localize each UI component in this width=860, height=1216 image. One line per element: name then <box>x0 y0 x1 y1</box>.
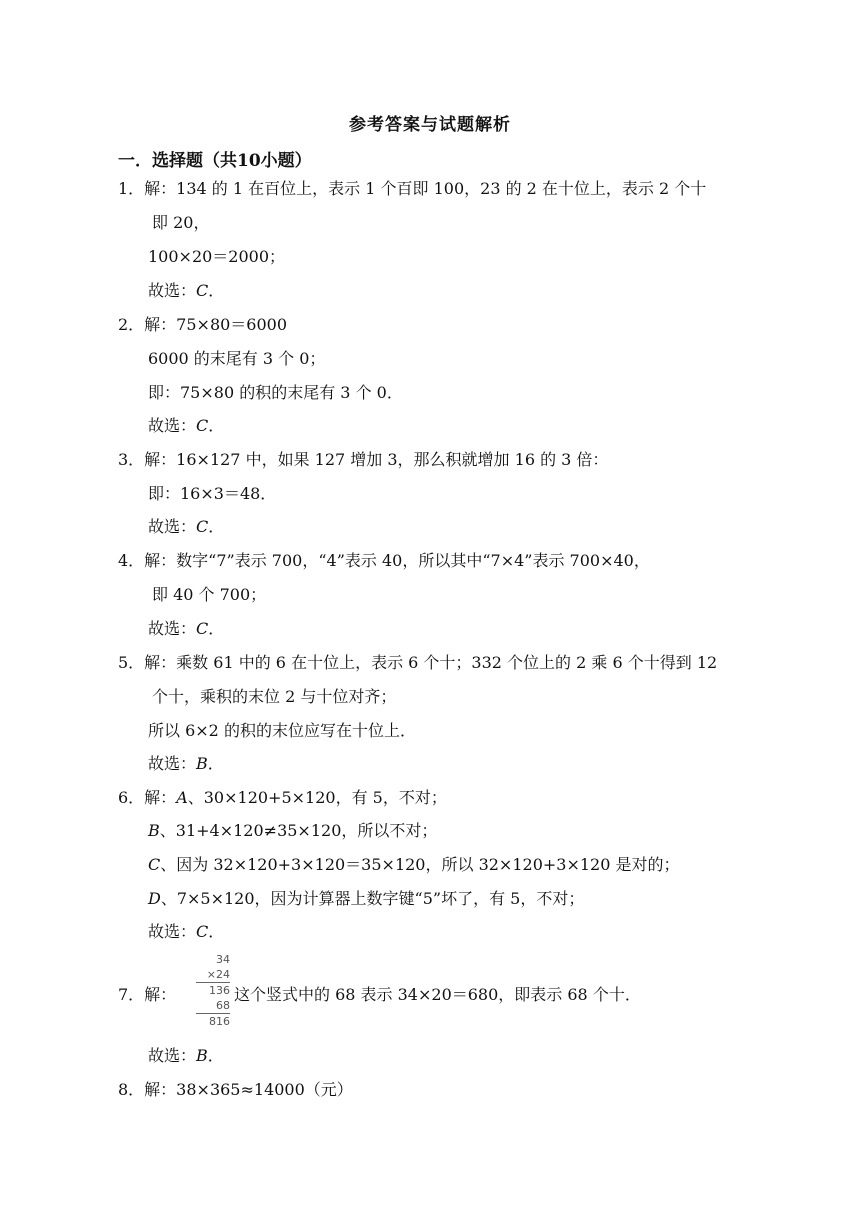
calc-row-2: ×24 <box>196 967 230 983</box>
answer-suffix: ． <box>207 1046 224 1065</box>
answer-prefix: 故选： <box>148 281 197 300</box>
calc-row-4: 68 <box>196 998 230 1014</box>
option-text-a: 、30×120+5×120，有 5，不对； <box>187 788 447 807</box>
q3-line-1: 3．解：16×127 中，如果 127 增加 3，那么积就增加 16 的 3 倍： <box>118 450 609 469</box>
option-text-d: 、7×5×120，因为计算器上数字键“5”坏了，有 5，不对； <box>160 889 585 908</box>
q7-prefix: 7．解： <box>118 985 177 1004</box>
answer-letter: B <box>196 754 208 773</box>
answer-letter: C <box>196 619 209 638</box>
q1-line-2: 即 20， <box>152 213 210 232</box>
answer-prefix: 故选： <box>148 619 197 638</box>
q2-line-2: 6000 的末尾有 3 个 0； <box>148 349 326 368</box>
q2-line-1: 2．解：75×80＝6000 <box>118 315 288 334</box>
answer-letter: C <box>196 922 209 941</box>
q5-answer <box>148 753 224 775</box>
option-text-c: 、因为 32×120+3×120＝35×120，所以 32×120+3×120 是对的； <box>160 855 680 874</box>
q6-option-d <box>148 888 584 910</box>
q6-prefix: 6．解： <box>118 788 177 807</box>
q4-answer <box>148 618 224 640</box>
q7-explanation: 这个竖式中的 68 表示 34×20＝680，即表示 68 个十． <box>234 985 641 1004</box>
q2-line-3: 即：75×80 的积的末尾有 3 个 0． <box>148 383 403 402</box>
answer-letter: C <box>196 416 209 435</box>
q3-line-2: 即：16×3＝48． <box>148 484 277 503</box>
page-title: 参考答案与试题解析 <box>349 115 511 135</box>
vertical-multiplication <box>196 952 230 1029</box>
q4-line-2: 即 40 个 700； <box>152 585 267 604</box>
answer-prefix: 故选： <box>148 922 197 941</box>
answer-prefix: 故选： <box>148 1046 197 1065</box>
answer-letter: C <box>196 517 209 536</box>
answer-letter: B <box>196 1046 208 1065</box>
answer-prefix: 故选： <box>148 754 197 773</box>
option-letter-d: D <box>148 889 161 908</box>
q5-line-3: 所以 6×2 的积的末位应写在十位上． <box>148 721 416 740</box>
q6-answer <box>148 921 224 943</box>
q6-option-c <box>148 854 680 876</box>
answer-suffix: ． <box>207 754 224 773</box>
q8-line-1: 8．解：38×365≈14000（元） <box>118 1080 353 1099</box>
calc-row-1: 34 <box>216 953 230 966</box>
answer-suffix: ． <box>208 619 225 638</box>
answer-suffix: ． <box>208 416 225 435</box>
option-letter-a: A <box>176 788 188 807</box>
option-letter-b: B <box>148 821 160 840</box>
option-text-b: 、31+4×120≠35×120，所以不对； <box>159 821 438 840</box>
option-letter-c: C <box>148 855 161 874</box>
q5-line-1: 5．解：乘数 61 中的 6 在十位上，表示 6 个十；332 个位上的 2 乘 6 个十得到 12 <box>118 653 718 672</box>
q6-option-a <box>118 787 447 809</box>
q1-line-3: 100×20＝2000； <box>148 247 286 266</box>
q7-answer <box>148 1045 224 1067</box>
answer-letter: C <box>196 281 209 300</box>
q1-line-1: 1．解：134 的 1 在百位上，表示 1 个百即 100，23 的 2 在十位上，表示 2 个十 <box>118 179 707 198</box>
answer-suffix: ． <box>208 281 225 300</box>
q6-option-b <box>148 820 437 842</box>
q3-answer <box>148 516 224 538</box>
answer-prefix: 故选： <box>148 517 197 536</box>
q2-answer <box>148 415 224 437</box>
answer-prefix: 故选： <box>148 416 197 435</box>
answer-suffix: ． <box>208 517 225 536</box>
q4-line-1: 4．解：数字“7”表示 700，“4”表示 40，所以其中“7×4”表示 700×40， <box>118 551 650 570</box>
section-heading: 一．选择题（共10小题） <box>118 151 312 171</box>
calc-row-3: 136 <box>209 984 230 997</box>
answer-suffix: ． <box>208 922 225 941</box>
q5-line-2: 个十，乘积的末位 2 与十位对齐； <box>152 687 397 706</box>
q1-answer <box>148 280 224 302</box>
calc-row-5: 816 <box>209 1015 230 1028</box>
